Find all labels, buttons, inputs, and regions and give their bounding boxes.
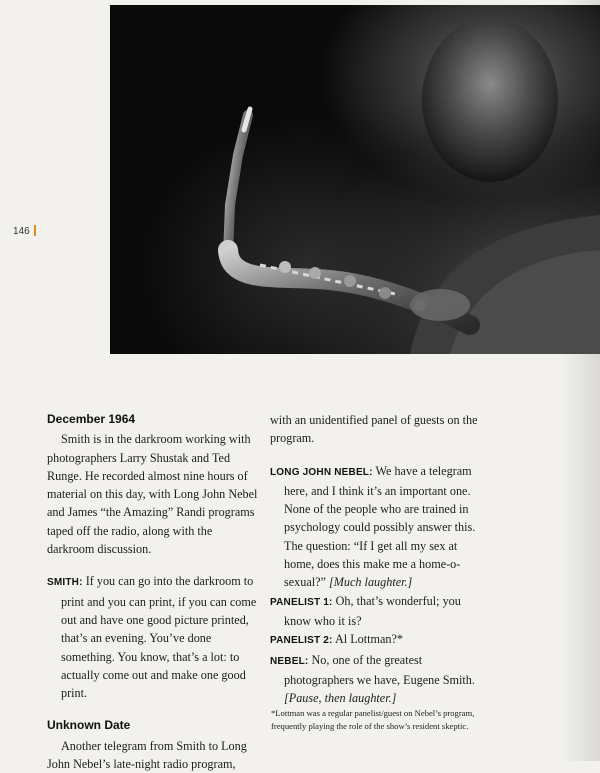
- dialogue-text: No, one of the greatest photographers we have, Eugene Smith.: [284, 652, 475, 687]
- dialogue-text: If you can go into the darkroom to print and you can print, if you can come out and have one good picture printed, that’s an evening. You’ve done something. You know, that’s a lot: to actually come out and make one good print.: [61, 574, 257, 701]
- dialogue-text: Oh, that’s wonderful; you know who it is?: [284, 593, 461, 628]
- dialogue-nebel: [270, 651, 484, 708]
- saxophone-player-photo: [110, 5, 600, 354]
- speaker-label: LONG JOHN NEBEL:: [270, 466, 373, 478]
- speaker-label: SMITH:: [47, 577, 83, 589]
- player-hand: [410, 289, 470, 321]
- right-column: [270, 411, 484, 707]
- dialogue-nebel: [270, 462, 484, 592]
- page-number: 146: [13, 225, 36, 237]
- dialogue-text: We have a telegram here, and I think it’s an important one. None of the people who are trained in psychology could possibly answer this. The question: “If I get all my sex at home, does this make me a home-o-sexual?”: [284, 463, 476, 590]
- saxophone-player-photo-icon: [110, 5, 600, 354]
- footnote: *Lottman was a regular panelist/guest on Nebel’s program, frequently playing the role of the show’s resident skeptic.: [271, 708, 475, 731]
- speaker-label: NEBEL:: [270, 655, 309, 667]
- dialogue-panelist-2: [270, 630, 484, 650]
- stage-direction: [Pause, then laughter.]: [284, 691, 397, 706]
- dialogue-text: Al Lottman?*: [334, 632, 403, 647]
- section-paragraph: Smith is in the darkroom working with photographers Larry Shustak and Ted Runge. He recorded almost nine hours of material on this day, with Long John Nebel and James “the Amazing” Randi programs taped off the radio, along with the darkroom discussion.: [47, 432, 258, 557]
- dialogue-smith: [47, 572, 259, 702]
- speaker-label: PANELIST 1:: [270, 596, 333, 608]
- continuation-text: with an unidentified panel of guests on the program.: [270, 413, 478, 446]
- player-head: [422, 18, 558, 182]
- stage-direction: [Much laughter.]: [329, 575, 413, 590]
- saxophone-neck: [228, 115, 248, 255]
- dialogue-panelist-1: [270, 592, 484, 631]
- speaker-label: PANELIST 2:: [270, 635, 333, 647]
- section-heading-december-1964: December 1964: [47, 412, 136, 426]
- section-heading-unknown-date: Unknown Date: [47, 718, 131, 733]
- page-number-accent: [34, 225, 36, 236]
- section-paragraph: Another telegram from Smith to Long John Nebel’s late-night radio program,: [47, 738, 247, 772]
- left-column: [47, 410, 259, 773]
